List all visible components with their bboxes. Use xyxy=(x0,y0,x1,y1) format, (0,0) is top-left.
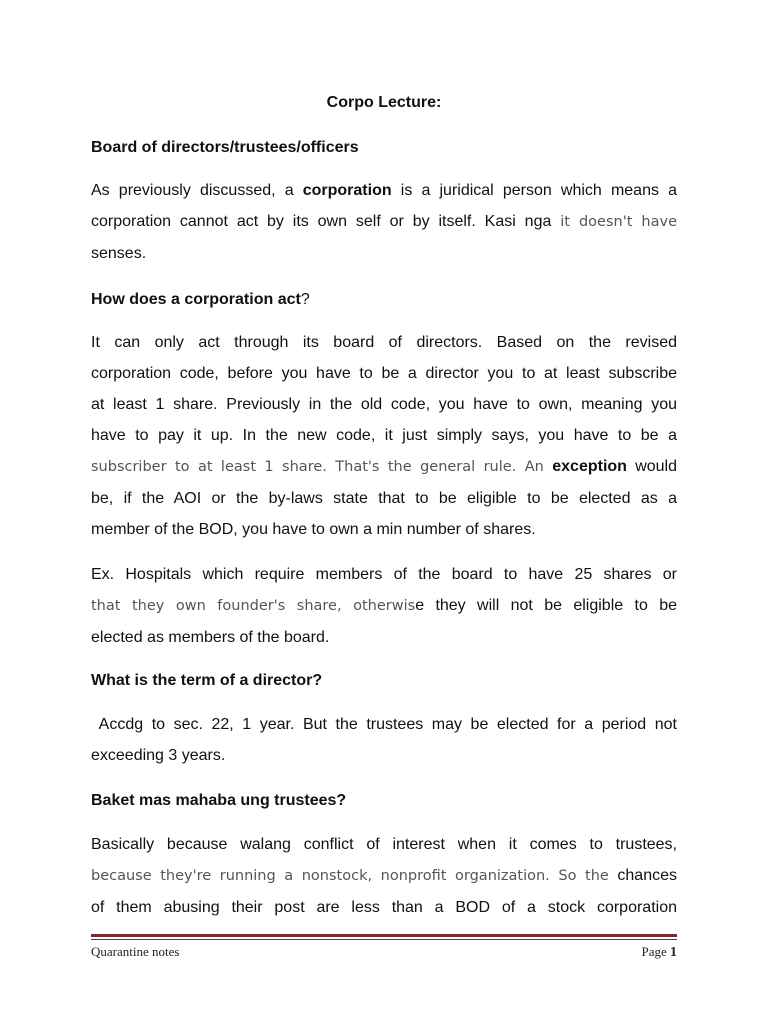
paragraph-line: be, if the AOI or the by-laws state that to be eligible to be elected as a xyxy=(91,490,677,507)
paragraph-line: Accdg to sec. 22, 1 year. But the trustees may be elected for a period not xyxy=(91,716,677,733)
footer-divider-thin xyxy=(91,939,677,940)
paragraph-line: corporation cannot act by its own self or by itself. Kasi nga it doesn't have xyxy=(91,213,677,230)
paragraph-line: member of the BOD, you have to own a min number of shares. xyxy=(91,521,536,538)
document-title: Corpo Lecture: xyxy=(326,94,442,111)
paragraph-line: Basically because walang conflict of interest when it comes to trustees, xyxy=(91,836,677,853)
paragraph-line: of them abusing their post are less than a BOD of a stock corporation xyxy=(91,899,677,916)
paragraph-line: exceeding 3 years. xyxy=(91,747,226,764)
paragraph-line: Ex. Hospitals which require members of the board to have 25 shares or xyxy=(91,566,677,583)
paragraph-4 xyxy=(91,709,677,771)
paragraph-line: As previously discussed, a corporation is a juridical person which means a xyxy=(91,182,677,199)
paragraph-line: have to pay it up. In the new code, it just simply says, you have to be a xyxy=(91,427,677,444)
paragraph-line: senses. xyxy=(91,245,147,262)
page-number: Page 1 xyxy=(641,944,677,960)
footer-divider xyxy=(91,934,677,937)
question-heading-1: How does a corporation act? xyxy=(91,291,310,308)
paragraph-3 xyxy=(91,559,677,653)
paragraph-line: It can only act through its board of directors. Based on the revised xyxy=(91,334,677,351)
paragraph-line: subscriber to at least 1 share. That's the general rule. An exception would xyxy=(91,458,677,475)
question-heading-3: Baket mas mahaba ung trustees? xyxy=(91,792,347,809)
paragraph-2 xyxy=(91,327,677,545)
paragraph-5 xyxy=(91,829,677,923)
section-heading: Board of directors/trustees/officers xyxy=(91,139,359,156)
footer-label: Quarantine notes xyxy=(91,944,180,959)
paragraph-line: corporation code, before you have to be a director you to at least subscribe xyxy=(91,365,677,382)
paragraph-line: that they own founder's share, otherwise they will not be eligible to be xyxy=(91,597,677,614)
paragraph-line: elected as members of the board. xyxy=(91,629,330,646)
paragraph-line: because they're running a nonstock, nonprofit organization. So the chances xyxy=(91,867,677,884)
paragraph-1 xyxy=(91,175,677,269)
paragraph-line: at least 1 share. Previously in the old code, you have to own, meaning you xyxy=(91,396,677,413)
question-heading-2: What is the term of a director? xyxy=(91,672,323,689)
